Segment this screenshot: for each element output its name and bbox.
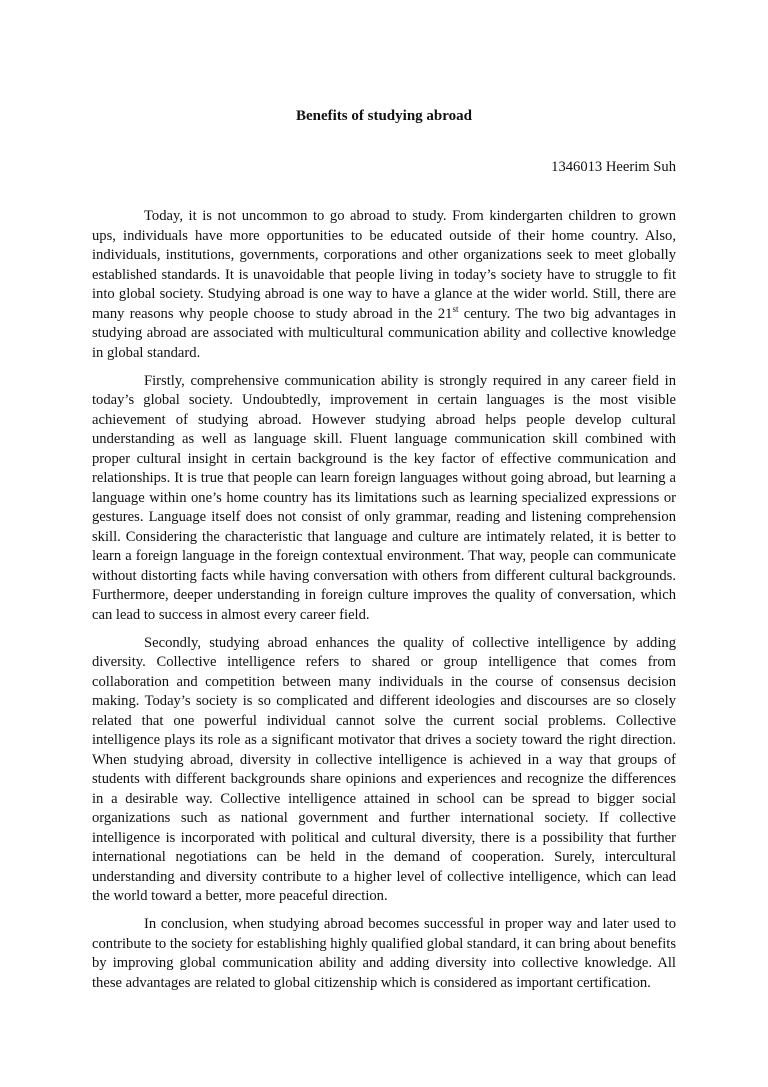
superscript-ordinal: st xyxy=(452,303,459,314)
paragraph-collective-intelligence: Secondly, studying abroad enhances the quality of collective intelligence by adding diversity. Collective intelligence refers to shared or group intelligence that comes from collaboration and competition between many individuals in the course of consensus decision making. Today’s society is so complicated and different ideologies and discourses are so closely related that one powerful individual cannot solve the current social problems. Collective intelligence plays its role as a significant motivator that drives a society toward the right direction. When studying abroad, diversity in collective intelligence is achieved in a way that groups of students with different backgrounds share opinions and experiences and recognize the differences in a desirable way. Collective intelligence attained in school can be spread to bigger social organizations such as national government and further international society. If collective intelligence is incorporated with political and cultural diversity, there is a possibility that further international negotiations can be held in the demand of cooperation. Surely, intercultural understanding and diversity contribute to a higher level of collective intelligence, which can lead the world toward a better, more peaceful direction. xyxy=(92,634,676,904)
paragraph-communication: Firstly, comprehensive communication ability is strongly required in any career field in today’s global society. Undoubtedly, improvement in certain languages is the most visible achievement of studying abroad. However studying abroad helps people develop cultural understanding as well as language skill. Fluent language communication skill combined with proper cultural insight in certain background is the key factor of effective communication and relationships. It is true that people can learn foreign languages without going abroad, but learning a language within one’s home country has its limitations such as learning specialized expressions or gestures. Language itself does not consist of only grammar, reading and listening comprehension skill. Considering the characteristic that language and culture are intimately related, it is better to learn a foreign language in the foreign contextual environment. That way, people can communicate without distorting facts while having conversation with others from different cultural backgrounds. Furthermore, deeper understanding in foreign culture improves the quality of conversation, which can lead to success in almost every career field. xyxy=(92,372,676,623)
paragraph-text: Today, it is not uncommon to go abroad to study. From kindergarten children to grown ups, individuals have more opportunities to be educated outside of their home country. Also, individuals, institutions, governments, corporations and other organizations seek to meet globally established standards. It is unavoidable that people living in today’s society have to struggle to fit into global society. Studying abroad is one way to have a glance at the wider world. Still, there are many reasons why people choose to study abroad in the 21 xyxy=(92,208,676,322)
paragraph-conclusion: In conclusion, when studying abroad becomes successful in proper way and later used to contribute to the society for establishing highly qualified global standard, it can bring about benefits by improving global communication ability and adding diversity into collective knowledge. All these advantages are related to global citizenship which is considered as important certification. xyxy=(92,916,677,991)
paragraph-introduction xyxy=(92,207,676,363)
paragraph-text: century. The two big advantages in studying abroad are associated with multicultural communication ability and collective knowledge in global standard. xyxy=(92,305,676,361)
document-title: Benefits of studying abroad xyxy=(295,108,472,124)
document-body xyxy=(92,207,676,1002)
author-line: 1346013 Heerim Suh xyxy=(551,159,676,175)
